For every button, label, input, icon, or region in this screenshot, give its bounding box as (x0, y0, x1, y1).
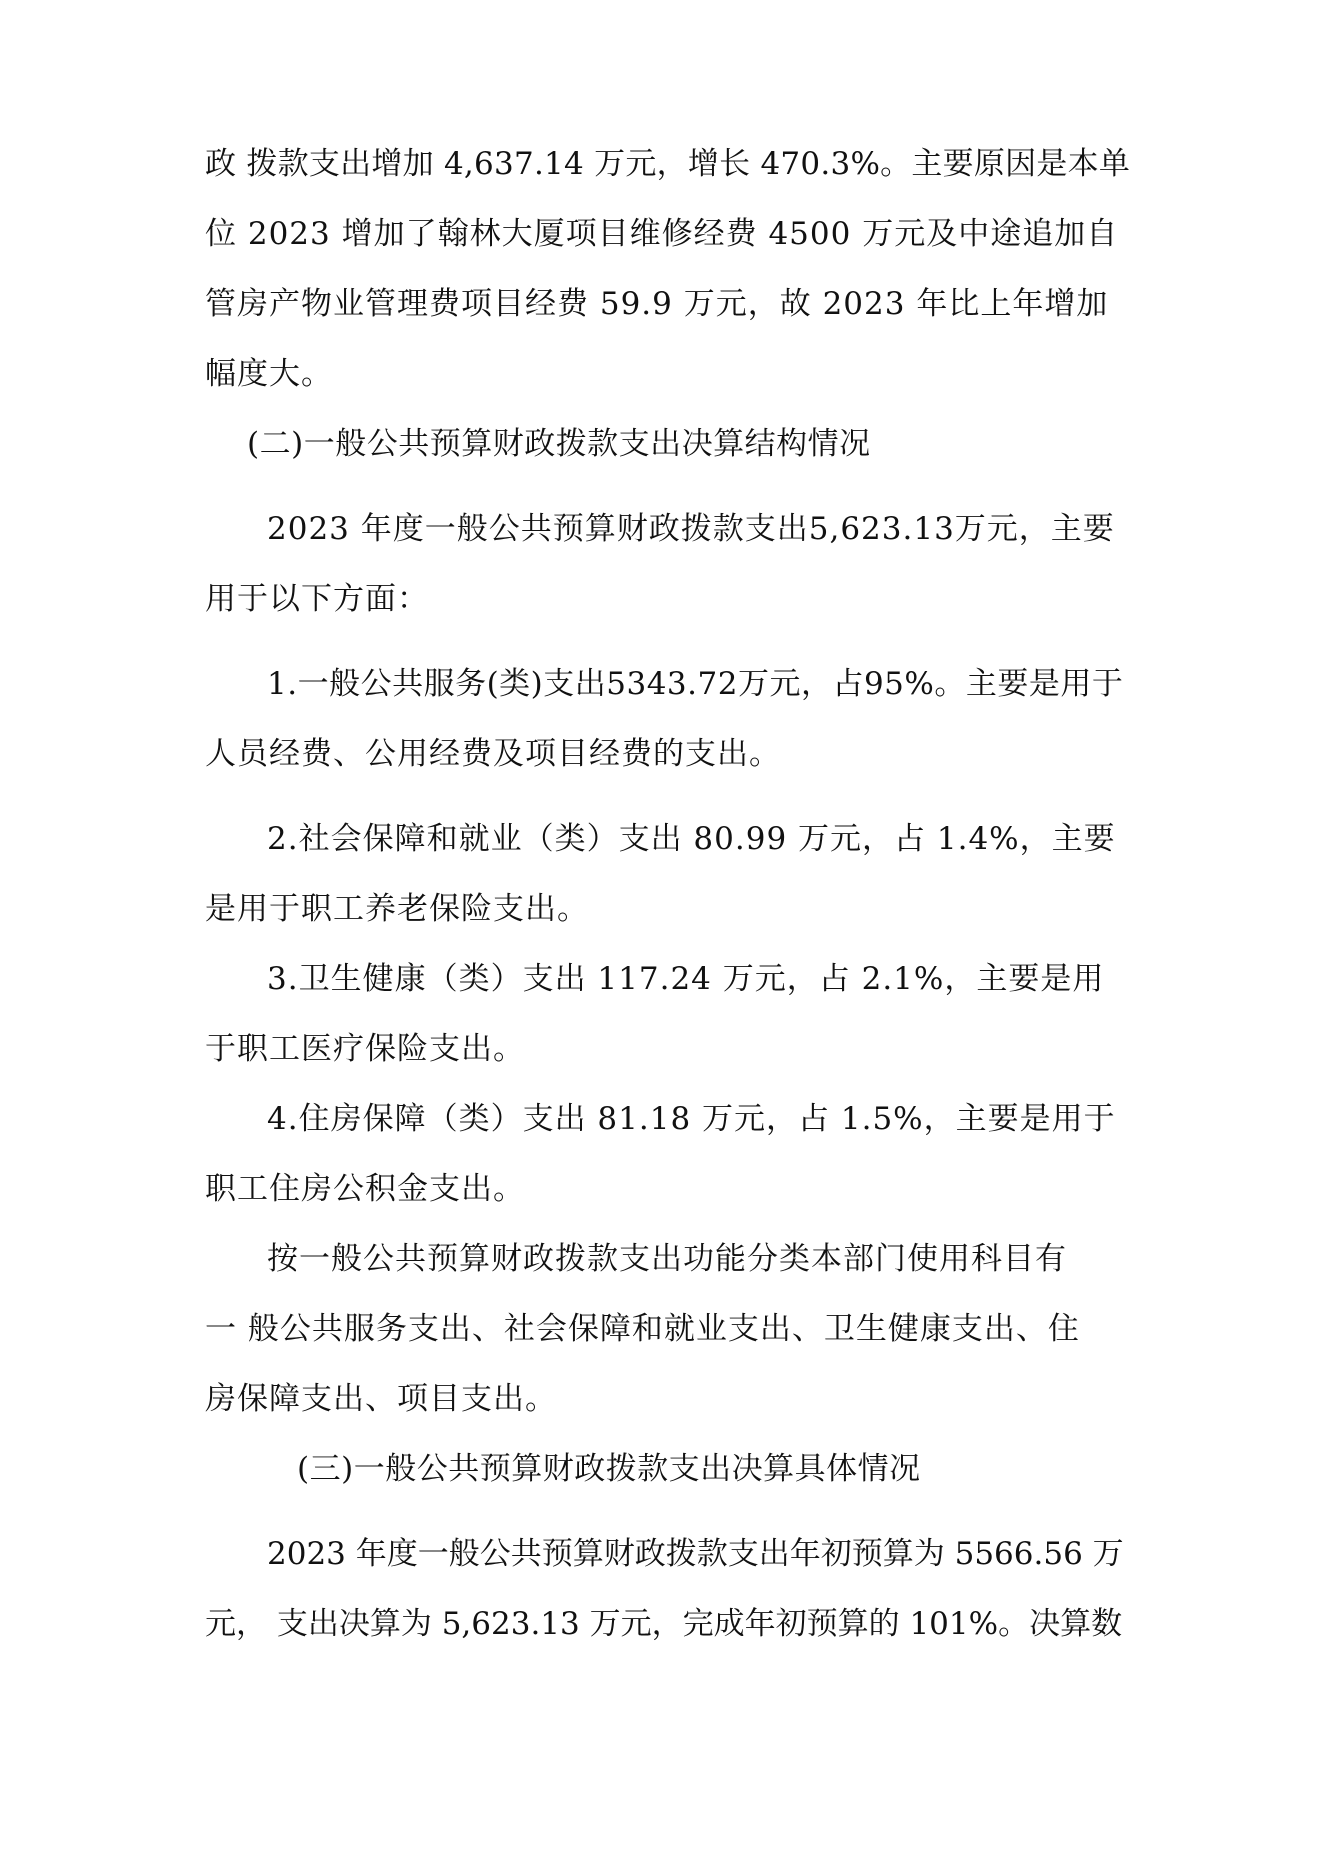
list-item-3-cont: 于职工医疗保险支出。 (205, 1031, 525, 1067)
paragraph-line: 房保障支出、项目支出。 (205, 1381, 557, 1417)
paragraph-line: 幅度大。 (205, 356, 333, 392)
paragraph-line: 政 拨款支出增加 4,637.14 万元，增长 470.3%。主要原因是本单 (205, 146, 1131, 182)
paragraph-line: 用于以下方面： (205, 581, 429, 617)
paragraph-line: 2023 年度一般公共预算财政拨款支出5,623.13万元，主要 (267, 511, 1115, 547)
section-heading-2: (二)一般公共预算财政拨款支出决算结构情况 (247, 426, 871, 462)
list-item-3: 3.卫生健康（类）支出 117.24 万元，占 2.1%，主要是用 (267, 961, 1105, 997)
paragraph-line: 按一般公共预算财政拨款支出功能分类本部门使用科目有 (267, 1241, 1067, 1277)
paragraph-line: 位 2023 增加了翰林大厦项目维修经费 4500 万元及中途追加自 (205, 216, 1119, 252)
paragraph-line: 2023 年度一般公共预算财政拨款支出年初预算为 5566.56 万 (267, 1536, 1124, 1572)
list-item-1: 1.一般公共服务(类)支出5343.72万元，占95%。主要是用于 (267, 666, 1124, 702)
list-item-1-cont: 人员经费、公用经费及项目经费的支出。 (205, 736, 781, 772)
list-item-2: 2.社会保障和就业（类）支出 80.99 万元，占 1.4%，主要 (267, 821, 1116, 857)
paragraph-line: 元， 支出决算为 5,623.13 万元，完成年初预算的 101%。决算数 (205, 1606, 1123, 1642)
paragraph-line: 管房产物业管理费项目经费 59.9 万元，故 2023 年比上年增加 (205, 286, 1109, 322)
list-item-4-cont: 职工住房公积金支出。 (205, 1171, 525, 1207)
section-heading-3: (三)一般公共预算财政拨款支出决算具体情况 (297, 1451, 921, 1487)
list-item-2-cont: 是用于职工养老保险支出。 (205, 891, 589, 927)
list-item-4: 4.住房保障（类）支出 81.18 万元，占 1.5%，主要是用于 (267, 1101, 1116, 1137)
paragraph-line: 一 般公共服务支出、社会保障和就业支出、卫生健康支出、住 (205, 1311, 1080, 1347)
